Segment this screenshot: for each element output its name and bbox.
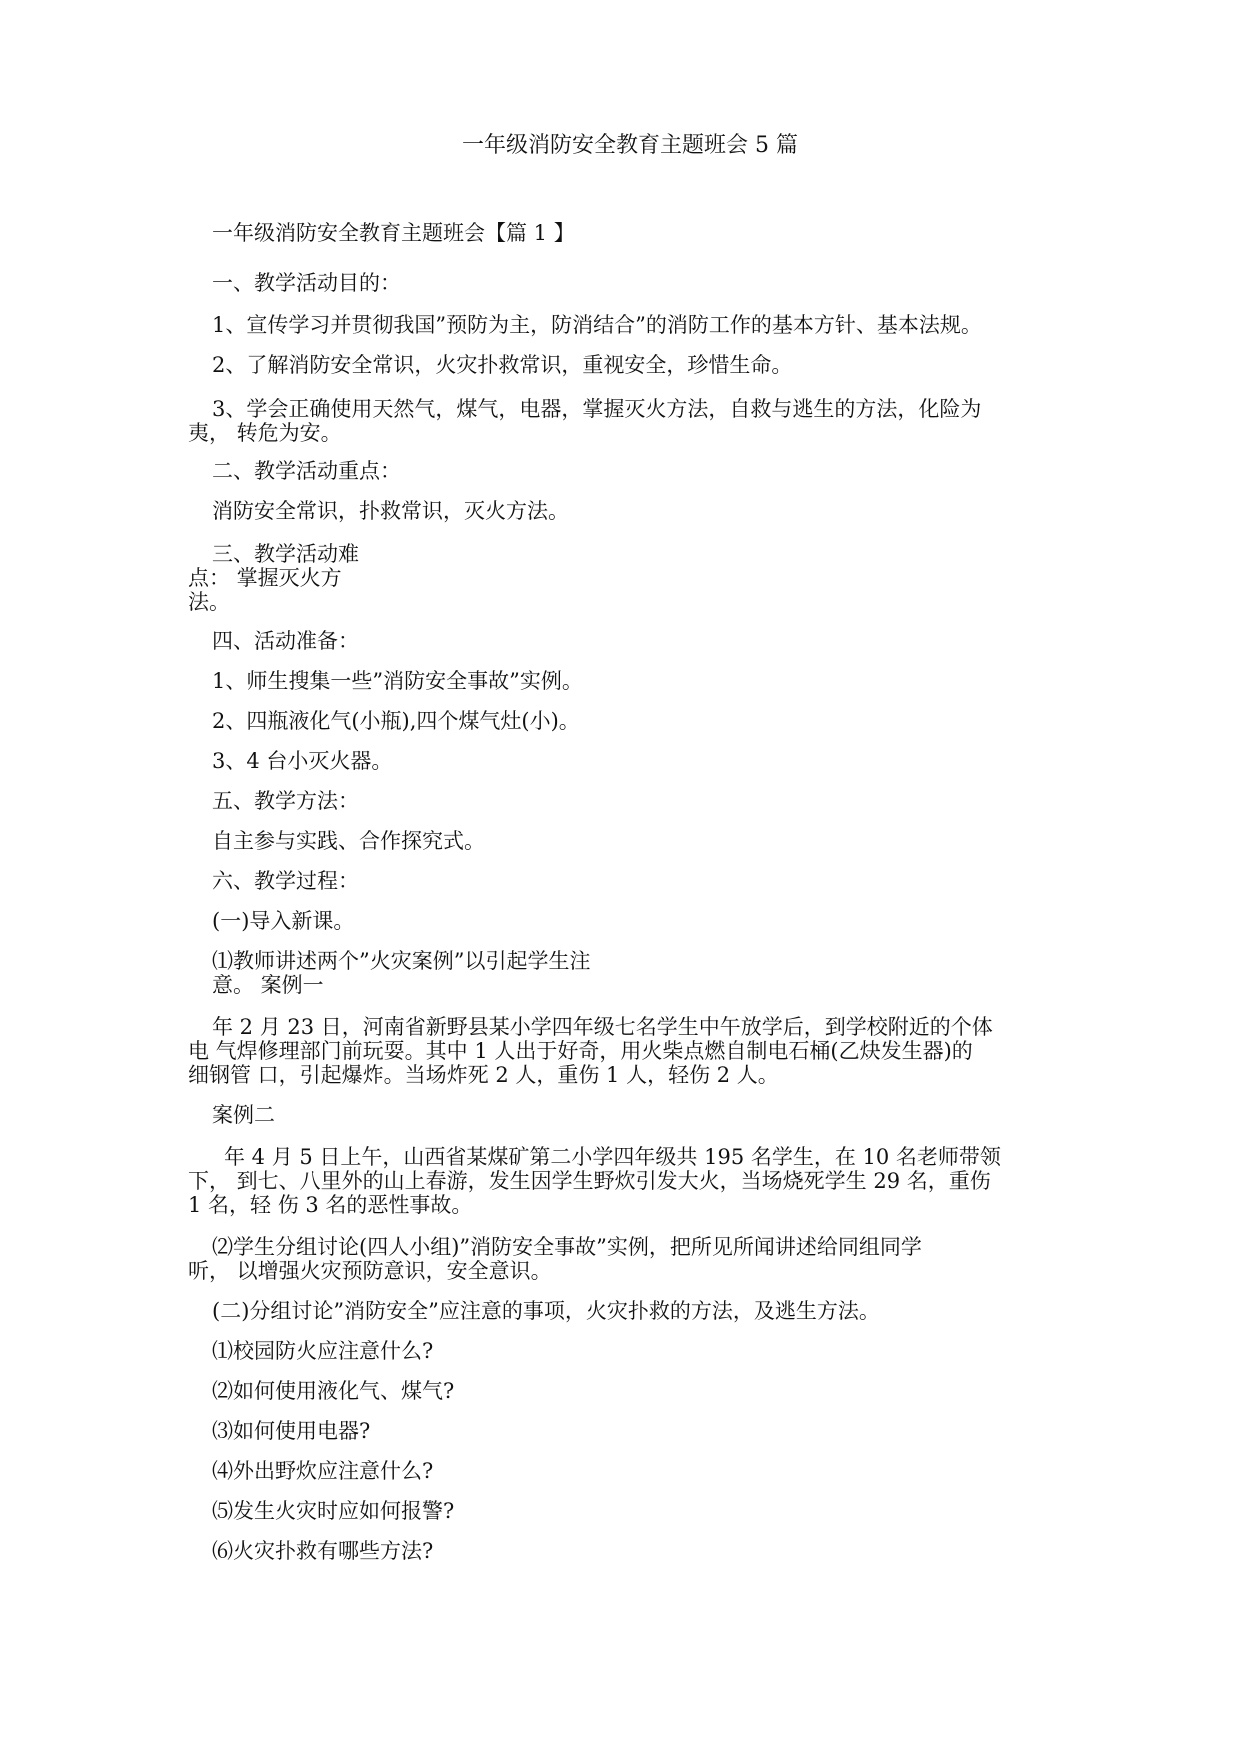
prep-item: 1、师生搜集一些”消防安全事故”实例。 bbox=[212, 669, 583, 693]
heading-difficulties-line: 点： 掌握灭火方 bbox=[188, 566, 342, 590]
question-item: ⑵如何使用液化气、煤气? bbox=[212, 1379, 455, 1403]
question-item: ⑷外出野炊应注意什么? bbox=[212, 1459, 434, 1483]
case1-text: 年 2 月 23 日，河南省新野县某小学四年级七名学生中午放学后，到学校附近的个体 bbox=[212, 1015, 993, 1039]
heading-key-points: 二、教学活动重点： bbox=[212, 459, 401, 483]
goal-item: 3、学会正确使用天然气，煤气，电器，掌握灭火方法，自救与逃生的方法，化险为 bbox=[212, 397, 982, 421]
case1-text: 细钢管 口，引起爆炸。当场炸死 2 人，重伤 1 人，轻伤 2 人。 bbox=[188, 1063, 779, 1087]
goal-item-continuation: 夷， 转危为安。 bbox=[188, 421, 342, 445]
process-substep: ⑵学生分组讨论(四人小组)”消防安全事故”实例，把所见所闻讲述给同组同学 bbox=[212, 1235, 922, 1259]
case2-text: 年 4 月 5 日上午，山西省某煤矿第二小学四年级共 195 名学生，在 10 名老师带领 bbox=[224, 1145, 1001, 1169]
heading-method: 五、教学方法： bbox=[212, 789, 359, 813]
goal-item: 1、宣传学习并贯彻我国”预防为主，防消结合”的消防工作的基本方针、基本法规。 bbox=[212, 313, 982, 337]
section-heading: 一年级消防安全教育主题班会【篇 1 】 bbox=[212, 221, 575, 245]
key-points-text: 消防安全常识，扑救常识，灭火方法。 bbox=[212, 499, 569, 523]
case2-text: 1 名，轻 伤 3 名的恶性事故。 bbox=[188, 1193, 473, 1217]
process-substep: ⑴教师讲述两个”火灾案例”以引起学生注 bbox=[212, 949, 591, 973]
heading-process: 六、教学过程： bbox=[212, 869, 359, 893]
heading-difficulties-line: 法。 bbox=[188, 590, 230, 614]
case2-text: 下， 到七、八里外的山上春游，发生因学生野炊引发大火，当场烧死学生 29 名，重伤 bbox=[188, 1169, 991, 1193]
prep-item: 2、四瓶液化气(小瓶),四个煤气灶(小)。 bbox=[212, 709, 580, 733]
process-substep-line: 意。 案例一 bbox=[212, 973, 324, 997]
process-step: (二)分组讨论”消防安全”应注意的事项，火灾扑救的方法，及逃生方法。 bbox=[212, 1299, 880, 1323]
case1-text: 电 气焊修理部门前玩耍。其中 1 人出于好奇，用火柴点燃自制电石桶(乙炔发生器)的 bbox=[188, 1039, 973, 1063]
heading-preparation: 四、活动准备： bbox=[212, 629, 359, 653]
process-step: (一)导入新课。 bbox=[212, 909, 355, 933]
case2-label: 案例二 bbox=[212, 1103, 275, 1127]
question-item: ⑹火灾扑救有哪些方法? bbox=[212, 1539, 434, 1563]
heading-goals: 一、教学活动目的： bbox=[212, 271, 401, 295]
question-item: ⑴校园防火应注意什么? bbox=[212, 1339, 434, 1363]
process-substep-line: 听， 以增强火灾预防意识，安全意识。 bbox=[188, 1259, 552, 1283]
heading-difficulties: 三、教学活动难 bbox=[212, 542, 359, 566]
document-title: 一年级消防安全教育主题班会 5 篇 bbox=[462, 133, 798, 158]
goal-item: 2、了解消防安全常识，火灾扑救常识，重视安全，珍惜生命。 bbox=[212, 353, 793, 377]
prep-item: 3、4 台小灭火器。 bbox=[212, 749, 393, 773]
question-item: ⑶如何使用电器? bbox=[212, 1419, 371, 1443]
question-item: ⑸发生火灾时应如何报警? bbox=[212, 1499, 455, 1523]
method-text: 自主参与实践、合作探究式。 bbox=[212, 829, 485, 853]
